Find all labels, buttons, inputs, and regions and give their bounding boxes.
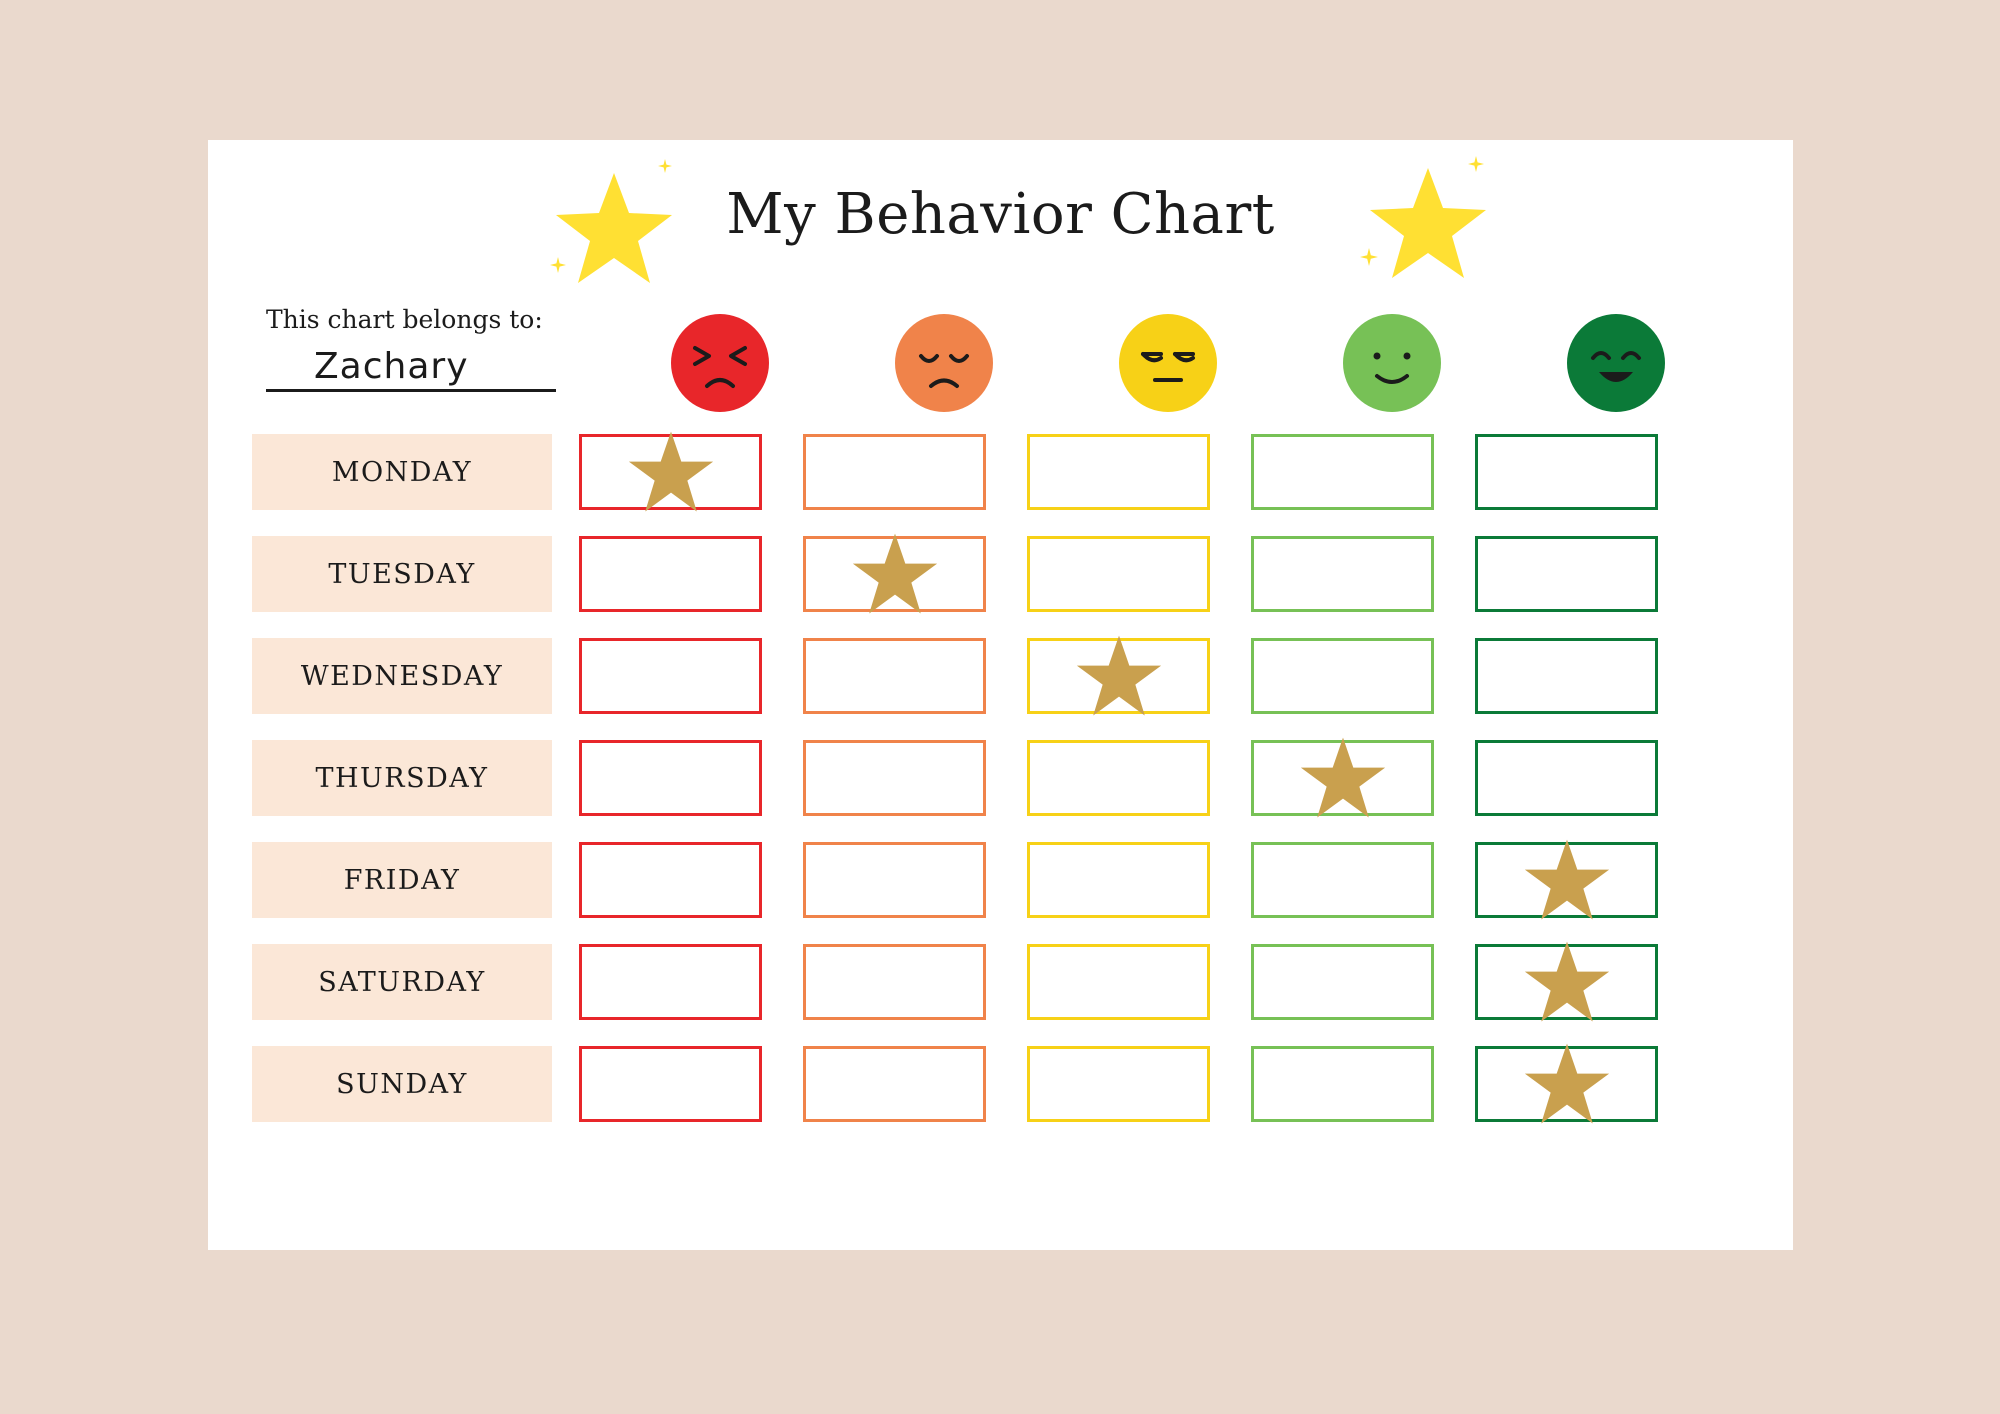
day-label-monday: MONDAY <box>252 434 552 510</box>
happy-face-icon <box>1343 314 1441 412</box>
day-label-wednesday: WEDNESDAY <box>252 638 552 714</box>
table-row <box>252 836 1752 924</box>
mood-column-very-upset <box>608 308 832 418</box>
award-star-icon <box>852 531 938 617</box>
owner-name-field[interactable]: Zachary <box>314 346 469 387</box>
cell-saturday-neutral[interactable] <box>1027 944 1210 1020</box>
cell-sunday-happy[interactable] <box>1251 1046 1434 1122</box>
table-row <box>252 530 1752 618</box>
cell-tuesday-neutral[interactable] <box>1027 536 1210 612</box>
cell-thursday-sad[interactable] <box>803 740 986 816</box>
cell-friday-happy[interactable] <box>1251 842 1434 918</box>
day-label-saturday: SATURDAY <box>252 944 552 1020</box>
sad-face-icon <box>895 314 993 412</box>
cell-wednesday-sad[interactable] <box>803 638 986 714</box>
cell-friday-very-upset[interactable] <box>579 842 762 918</box>
cell-saturday-sad[interactable] <box>803 944 986 1020</box>
cell-tuesday-very-happy[interactable] <box>1475 536 1658 612</box>
table-row <box>252 938 1752 1026</box>
cell-sunday-very-upset[interactable] <box>579 1046 762 1122</box>
cell-tuesday-very-upset[interactable] <box>579 536 762 612</box>
mood-column-happy <box>1280 308 1504 418</box>
cell-monday-sad[interactable] <box>803 434 986 510</box>
cell-saturday-very-upset[interactable] <box>579 944 762 1020</box>
mood-column-sad <box>832 308 1056 418</box>
cell-wednesday-happy[interactable] <box>1251 638 1434 714</box>
day-label-thursday: THURSDAY <box>252 740 552 816</box>
day-cells <box>579 638 1658 714</box>
cell-sunday-very-happy[interactable] <box>1475 1046 1658 1122</box>
neutral-face-icon <box>1119 314 1217 412</box>
day-label-friday: FRIDAY <box>252 842 552 918</box>
day-label-tuesday: TUESDAY <box>252 536 552 612</box>
day-cells <box>579 536 1658 612</box>
award-star-icon <box>628 429 714 515</box>
day-cells <box>579 740 1658 816</box>
cell-monday-happy[interactable] <box>1251 434 1434 510</box>
award-star-icon <box>1076 633 1162 719</box>
cell-wednesday-very-upset[interactable] <box>579 638 762 714</box>
cell-tuesday-happy[interactable] <box>1251 536 1434 612</box>
mood-header-row <box>608 308 1728 418</box>
angry-face-icon <box>671 314 769 412</box>
cell-tuesday-sad[interactable] <box>803 536 986 612</box>
table-row <box>252 428 1752 516</box>
behavior-grid <box>252 428 1752 1142</box>
cell-sunday-sad[interactable] <box>803 1046 986 1122</box>
cell-saturday-very-happy[interactable] <box>1475 944 1658 1020</box>
award-star-icon <box>1300 735 1386 821</box>
cell-wednesday-very-happy[interactable] <box>1475 638 1658 714</box>
cell-friday-very-happy[interactable] <box>1475 842 1658 918</box>
mood-column-very-happy <box>1504 308 1728 418</box>
cell-sunday-neutral[interactable] <box>1027 1046 1210 1122</box>
cell-friday-sad[interactable] <box>803 842 986 918</box>
cell-monday-neutral[interactable] <box>1027 434 1210 510</box>
award-star-icon <box>1524 837 1610 923</box>
day-cells <box>579 944 1658 1020</box>
page-title: My Behavior Chart <box>726 182 1275 247</box>
award-star-icon <box>1524 939 1610 1025</box>
day-label-sunday: SUNDAY <box>252 1046 552 1122</box>
day-cells <box>579 434 1658 510</box>
day-cells <box>579 842 1658 918</box>
owner-label: This chart belongs to: <box>266 305 543 334</box>
owner-block <box>266 305 646 392</box>
behavior-chart-sheet <box>208 140 1793 1250</box>
owner-name-underline <box>266 389 556 392</box>
mood-column-neutral <box>1056 308 1280 418</box>
cell-thursday-happy[interactable] <box>1251 740 1434 816</box>
cell-monday-very-upset[interactable] <box>579 434 762 510</box>
cell-thursday-very-upset[interactable] <box>579 740 762 816</box>
cell-wednesday-neutral[interactable] <box>1027 638 1210 714</box>
cell-thursday-neutral[interactable] <box>1027 740 1210 816</box>
chart-header <box>208 140 1793 315</box>
award-star-icon <box>1524 1041 1610 1127</box>
cell-friday-neutral[interactable] <box>1027 842 1210 918</box>
cell-saturday-happy[interactable] <box>1251 944 1434 1020</box>
cell-thursday-very-happy[interactable] <box>1475 740 1658 816</box>
table-row <box>252 1040 1752 1128</box>
table-row <box>252 632 1752 720</box>
day-cells <box>579 1046 1658 1122</box>
table-row <box>252 734 1752 822</box>
very-happy-face-icon <box>1567 314 1665 412</box>
cell-monday-very-happy[interactable] <box>1475 434 1658 510</box>
